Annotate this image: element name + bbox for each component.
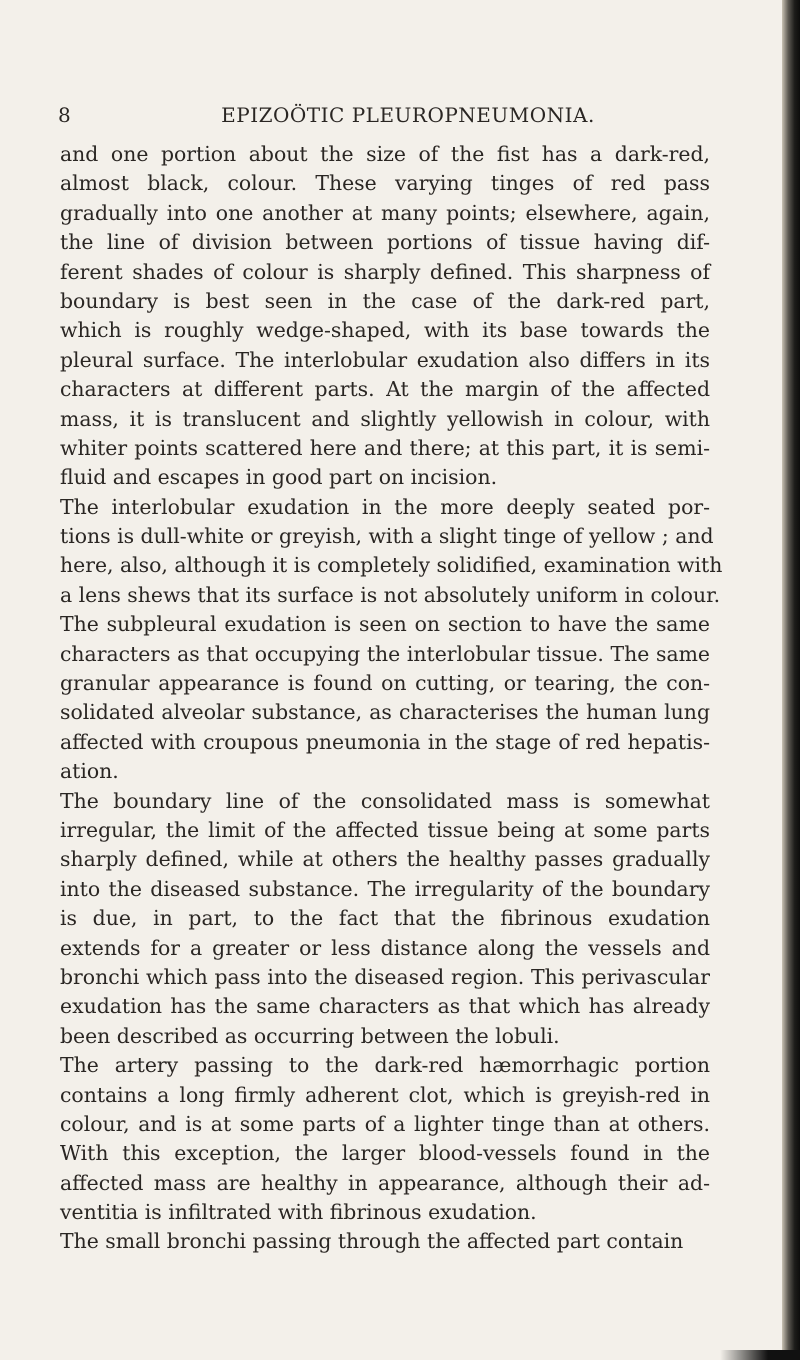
text-line: boundary is best seen in the case of the dark-red part, — [60, 288, 710, 313]
text-line: been described as occurring between the lobuli. — [60, 1023, 560, 1048]
text-line: solidated alveolar substance, as characterises the human lung — [60, 700, 710, 725]
text-line: almost black, colour. These varying tinges of red pass — [60, 171, 710, 196]
text-line: With this exception, the larger blood-vessels found in the — [60, 1141, 710, 1166]
text-line: characters as that occupying the interlobular tissue. The same — [60, 641, 710, 666]
text-line: sharply defined, while at others the healthy passes gradually — [60, 847, 710, 872]
text-line: a lens shews that its surface is not absolutely uniform in colour. — [60, 582, 721, 607]
text-line: The artery passing to the dark-red hæmorrhagic portion — [60, 1053, 710, 1078]
text-line: gradually into one another at many points; elsewhere, again, — [60, 200, 710, 225]
text-line: affected with croupous pneumonia in the stage of red hepatis- — [60, 729, 710, 754]
text-line: fluid and escapes in good part on incision. — [60, 465, 498, 490]
text-line: characters at different parts. At the margin of the affected — [60, 377, 710, 402]
page-bottom-shadow — [720, 1350, 800, 1360]
page-number: 8 — [58, 103, 72, 127]
text-line: pleural surface. The interlobular exudation also differs in its — [60, 347, 710, 372]
text-line: The small bronchi passing through the affected part contain — [60, 1229, 684, 1254]
text-line: the line of division between portions of tissue having dif- — [60, 230, 710, 255]
text-line: The subpleural exudation is seen on section to have the same — [60, 612, 710, 637]
text-line: ferent shades of colour is sharply defined. This sharpness of — [60, 259, 710, 284]
text-line: ventitia is infiltrated with fibrinous exudation. — [60, 1200, 537, 1225]
text-line: The interlobular exudation in the more deeply seated por- — [60, 494, 710, 519]
body-text — [60, 140, 723, 1257]
text-line: and one portion about the size of the fist has a dark-red, — [60, 142, 710, 166]
text-line: The boundary line of the consolidated mass is somewhat — [60, 788, 710, 813]
text-line: mass, it is translucent and slightly yellowish in colour, with — [60, 406, 710, 431]
page-spine-edge — [782, 0, 800, 1360]
text-line: bronchi which pass into the diseased region. This perivascular — [60, 964, 710, 989]
text-line: irregular, the limit of the affected tissue being at some parts — [60, 817, 710, 842]
text-line: here, also, although it is completely solidified, examination with — [60, 553, 723, 578]
text-line: exudation has the same characters as that which has already — [60, 994, 710, 1019]
text-line: is due, in part, to the fact that the fibrinous exudation — [60, 906, 710, 931]
text-line: contains a long firmly adherent clot, which is greyish-red in — [60, 1082, 710, 1107]
text-line: whiter points scattered here and there; at this part, it is semi- — [60, 435, 710, 460]
text-line: granular appearance is found on cutting, or tearing, the con- — [60, 671, 710, 696]
text-line: which is roughly wedge-shaped, with its base towards the — [60, 318, 710, 343]
text-line: affected mass are healthy in appearance, although their ad- — [60, 1170, 710, 1195]
running-head — [58, 103, 758, 133]
text-line: tions is dull-white or greyish, with a slight tinge of yellow ; and — [60, 524, 714, 549]
text-line: colour, and is at some parts of a lighter tinge than at others. — [60, 1111, 710, 1136]
text-line: into the diseased substance. The irregularity of the boundary — [60, 876, 710, 901]
page-title: EPIZOÖTIC PLEUROPNEUMONIA. — [221, 103, 595, 127]
text-line: extends for a greater or less distance along the vessels and — [60, 935, 710, 960]
text-line: ation. — [60, 759, 119, 784]
